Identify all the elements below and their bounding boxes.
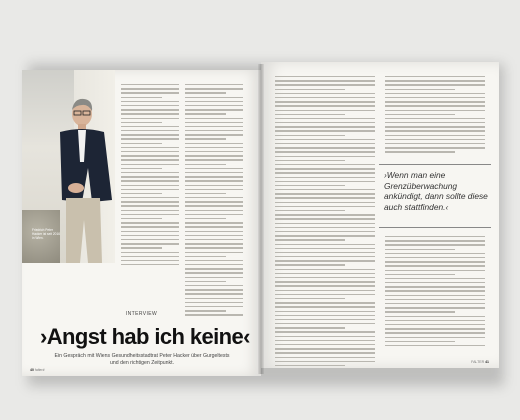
- left-body-text-second: [185, 84, 243, 319]
- pull-quote-rule-bottom: [379, 227, 491, 228]
- left-page-number: [30, 368, 45, 372]
- right-page-number: [471, 360, 489, 364]
- photo-caption: Friedrich Peter Hacker ist seit 2016 in Wien.: [32, 228, 60, 240]
- article-deck: Ein Gespräch mit Wiens Gesundheitsstadtrat Peter Hacker über Gurgeltests und den richtigen Zeitpunkt.: [54, 353, 230, 366]
- article-headline: ›Angst hab ich keine‹: [40, 324, 250, 349]
- pull-quote-rule-top: [379, 164, 491, 165]
- left-page-number-value: 40: [30, 368, 34, 372]
- right-body-text-col1: [275, 76, 375, 368]
- left-footer-label: falter#: [34, 368, 45, 372]
- portrait-photo: [22, 70, 115, 263]
- pull-quote: ›Wenn man eine Grenzüberwachung ankündigt, dann sollte diese auch stattfinden.‹: [384, 170, 488, 212]
- spine-gutter: [258, 64, 264, 374]
- right-page: [261, 62, 499, 368]
- right-page-number-value: 41: [485, 360, 489, 364]
- right-body-text-col2-top: [385, 76, 485, 156]
- left-body-text-top: [121, 84, 179, 268]
- right-footer-label: FALTER: [471, 360, 485, 364]
- right-body-text-col2-bottom: [385, 236, 485, 349]
- section-kicker: INTERVIEW: [125, 311, 158, 317]
- left-page: [22, 70, 261, 376]
